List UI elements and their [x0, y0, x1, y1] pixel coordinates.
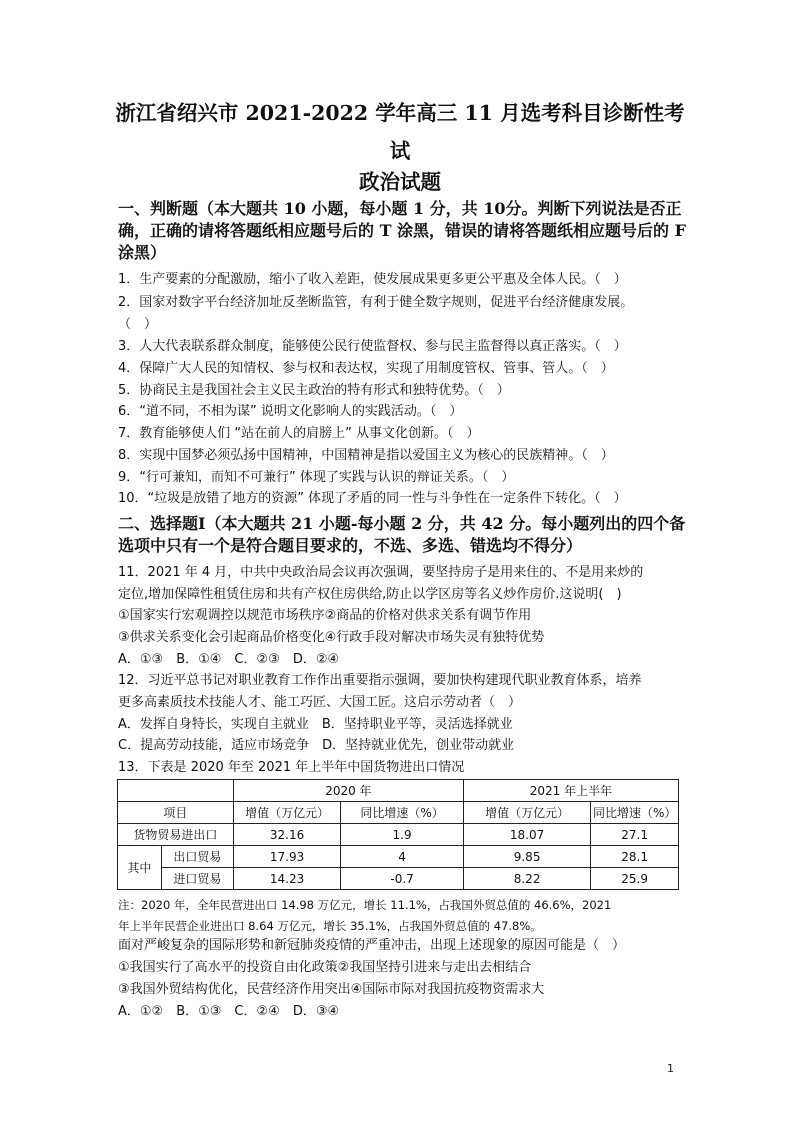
question-11-line3: ①国家实行宏观调控以规范市场秩序②商品的价格对供求关系有调节作用 [118, 608, 532, 623]
question-5: 5．协商民主是我国社会主义民主政治的特有形式和独特优势。（ ） [118, 383, 510, 398]
table-header-blank [118, 780, 234, 802]
row-group-label: 其中 [118, 846, 162, 890]
section1-heading-line3: 涂黑） [118, 243, 167, 262]
question-4: 4．保障广大人民的知情权、参与权和表达权，实现了用制度管权、管事、管人。（ ） [118, 361, 614, 376]
table-cell: 25.9 [591, 868, 679, 890]
exam-title-line1: 浙江省绍兴市 2021-2022 学年高三 11 月选考科目诊断性考 [115, 101, 685, 125]
question-1: 1．生产要素的分配激励，缩小了收入差距，使发展成果更多更公平惠及全体人民。（ ） [118, 272, 627, 287]
question-11-line2: 定位,增加保障性租赁住房和共有产权住房供给,防止以学区房等名义炒作房价.这说明( ) [118, 587, 622, 602]
table-header-row-columns [118, 802, 679, 824]
question-11-line4: ③供求关系变化会引起商品价格变化④行政手段对解决市场失灵有独特优势 [118, 630, 545, 645]
question-12-line2: 更多高素质技术技能人才、能工巧匠、大国工匠。这启示劳动者（ ） [118, 695, 522, 710]
table-header-value-2021: 增值（万亿元） [463, 802, 590, 824]
row-label-total: 货物贸易进出口 [118, 824, 234, 846]
table-header-2021h1: 2021 年上半年 [463, 780, 678, 802]
question-11-options: A．①③ B．①④ C．②③ D．②④ [118, 652, 340, 667]
table-header-value-2020: 增值（万亿元） [233, 802, 340, 824]
table-header-row-years [118, 780, 679, 802]
exam-subtitle: 政治试题 [359, 170, 441, 194]
table-header-growth-2020: 同比增速（%） [341, 802, 464, 824]
table-note-line2: 年上半年民营企业进出口 8.64 万亿元，增长 35.1%，占我国外贸总值的 47.8%。 [118, 919, 542, 933]
question-13-choices-12: ①我国实行了高水平的投资自由化政策②我国坚持引进来与走出去相结合 [118, 960, 532, 975]
question-13-choices-34: ③我国外贸结构优化，民营经济作用突出④国际市际对我国抗疫物资需求大 [118, 982, 545, 997]
table-header-growth-2021: 同比增速（%） [591, 802, 679, 824]
trade-table [117, 779, 679, 890]
section1-heading-line1: 一、判断题（本大题共 10 小题，每小题 1 分，共 10分。判断下列说法是否正 [118, 199, 682, 218]
table-header-item: 项目 [118, 802, 234, 824]
question-11-line1: 11．2021 年 4 月，中共中央政治局会议再次强调，要坚持房子是用来住的、不是用来炒的 [118, 565, 644, 580]
table-row [118, 868, 679, 890]
question-9: 9．“行可兼知，而知不可兼行” 体现了实践与认识的辩证关系。（ ） [118, 470, 515, 485]
page-number: 1 [667, 1062, 674, 1075]
table-row [118, 824, 679, 846]
table-header-2020: 2020 年 [233, 780, 463, 802]
table-cell: -0.7 [341, 868, 464, 890]
row-label-export: 出口贸易 [161, 846, 233, 868]
question-13-options: A．①② B．①③ C．②④ D．③④ [118, 1004, 340, 1019]
question-8: 8．实现中国梦必须弘扬中国精神，中国精神是指以爱国主义为核心的民族精神。（ ） [118, 448, 614, 463]
question-13-intro: 13．下表是 2020 年至 2021 年上半年中国货物进出口情况 [118, 760, 465, 775]
question-13-stem: 面对严峻复杂的国际形势和新冠肺炎疫情的严重冲击，出现上述现象的原因可能是（ ） [118, 938, 626, 953]
question-12-line1: 12．习近平总书记对职业教育工作作出重要指示强调，要加快构建现代职业教育体系，培养 [118, 673, 642, 688]
section2-heading-line2: 选项中只有一个是符合题目要求的，不选、多选、错选均不得分） [118, 536, 583, 555]
table-cell: 4 [341, 846, 464, 868]
table-cell: 17.93 [233, 846, 340, 868]
table-cell: 8.22 [463, 868, 590, 890]
table-row [118, 846, 679, 868]
question-10: 10．“垃圾是放错了地方的资源” 体现了矛盾的同一性与斗争性在一定条件下转化。（ ） [118, 491, 627, 506]
table-cell: 1.9 [341, 824, 464, 846]
section1-heading-line2: 确，正确的请将答题纸相应题号后的 T 涂黑，错误的请将答题纸相应题号后的 F [118, 221, 686, 240]
section2-heading-line1: 二、选择题Ⅰ（本大题共 21 小题-每小题 2 分，共 42 分。每小题列出的四个备 [118, 514, 686, 533]
question-2-line1: 2．国家对数字平台经济加址反垄断监管，有利于健全数字规则，促进平台经济健康发展。 [118, 295, 634, 310]
table-cell: 18.07 [463, 824, 590, 846]
table-cell: 14.23 [233, 868, 340, 890]
table-cell: 9.85 [463, 846, 590, 868]
row-label-import: 进口贸易 [161, 868, 233, 890]
section1-heading [118, 198, 688, 264]
question-6: 6．“道不同，不相为谋” 说明文化影响人的实践活动。（ ） [118, 404, 463, 419]
question-12-option-cd: C．提高劳动技能，适应市场竞争 D．坚持就业优先，创业带动就业 [118, 738, 515, 753]
question-12-option-ab: A．发挥自身特长，实现自主就业 B．坚持职业平等，灵活选择就业 [118, 717, 513, 732]
table-cell: 32.16 [233, 824, 340, 846]
table-note-line1: 注：2020 年，全年民营进出口 14.98 万亿元，增长 11.1%，占我国外贸总值的 46.6%，2021 [118, 898, 612, 912]
question-2-line2: （ ） [118, 317, 158, 332]
question-3: 3．人大代表联系群众制度，能够使公民行使监督权、参与民主监督得以真正落实。（ ） [118, 339, 627, 354]
section2-heading [118, 513, 688, 557]
question-7: 7．教育能够使人们 “站在前人的肩膀上” 从事文化创新。（ ） [118, 426, 480, 441]
exam-title-line2: 试 [389, 139, 411, 163]
table-cell: 28.1 [591, 846, 679, 868]
table-cell: 27.1 [591, 824, 679, 846]
